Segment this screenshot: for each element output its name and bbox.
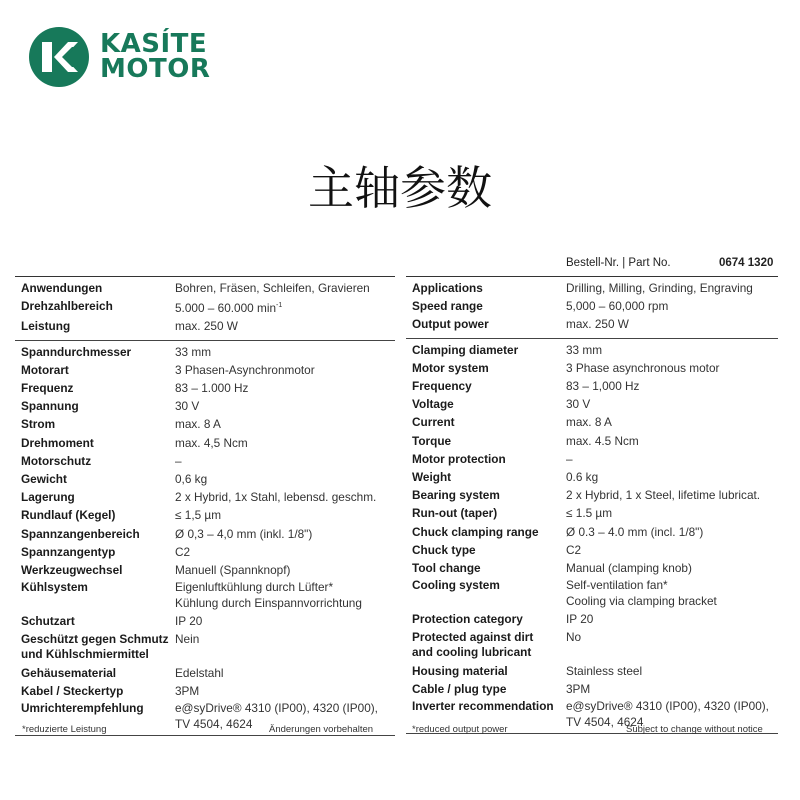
spec-label [406, 450, 566, 468]
spec-value-text: ≤ 1,5 µm [175, 508, 222, 523]
spec-row [406, 559, 778, 577]
spec-label-line: Strom [21, 417, 56, 432]
spec-value-line [566, 315, 778, 333]
spec-value-text: max. 250 W [175, 319, 238, 334]
spec-label-line: Applications [412, 281, 483, 295]
spec-label [406, 315, 566, 333]
spec-label [406, 413, 566, 431]
spec-label-line: Cooling system [412, 578, 500, 593]
spec-label-line: Protection category [412, 612, 523, 627]
spec-label [15, 543, 175, 561]
spec-value-superscript: -1 [276, 302, 283, 310]
spec-row [15, 561, 395, 579]
spec-label [406, 662, 566, 680]
spec-value [175, 434, 395, 452]
spec-label-line: Spannung [21, 399, 79, 414]
brand-line1: KASÍTE [100, 29, 208, 59]
spec-value-line [566, 578, 778, 594]
spec-value-text: e@syDrive® 4310 (IP00), 4320 (IP00), [175, 701, 378, 716]
spec-group-general [406, 276, 778, 334]
spec-value [175, 343, 395, 361]
spec-label [406, 395, 566, 413]
spec-label-line: Motorart [21, 362, 69, 377]
brand-logo-icon [28, 26, 92, 88]
footnote-right-de: Änderungen vorbehalten [269, 724, 374, 735]
spec-value-text: max. 4.5 Ncm [566, 433, 639, 448]
spec-value-line [175, 361, 395, 379]
spec-label [406, 297, 566, 315]
spec-label-line: Motor protection [412, 451, 506, 466]
spec-label-line: Spanndurchmesser [21, 344, 132, 359]
spec-group-general [15, 276, 395, 336]
spec-value [175, 488, 395, 506]
spec-value-line [175, 397, 395, 415]
spec-label [15, 664, 175, 682]
spec-row [15, 361, 395, 379]
spec-row [406, 413, 778, 431]
spec-value-line [566, 541, 778, 559]
spec-row [406, 680, 778, 698]
spec-value-text: ≤ 1.5 µm [566, 506, 613, 521]
spec-value-line [566, 297, 778, 315]
spec-value [566, 486, 778, 504]
spec-label [406, 523, 566, 541]
spec-label [15, 317, 175, 335]
spec-value-line [175, 279, 395, 297]
spec-group-details [15, 340, 395, 737]
spec-group-details [406, 338, 778, 735]
spec-value [566, 359, 778, 377]
spec-row [406, 629, 778, 662]
spec-value-text: Manuell (Spannknopf) [175, 562, 291, 577]
spec-value-line: TV 4504, 4624 [175, 716, 253, 731]
spec-value-text: 3 Phasen-Asynchronmotor [175, 362, 315, 377]
spec-value-text: 0,6 kg [175, 471, 208, 486]
page-title: 主轴参数 [308, 161, 492, 215]
spec-value-text: e@syDrive® 4310 (IP00), 4320 (IP00), [566, 699, 769, 714]
spec-value-text: 33 mm [566, 342, 603, 357]
spec-value-line [566, 359, 778, 377]
spec-value-line [566, 662, 778, 680]
spec-label [15, 632, 175, 663]
spec-label-line: Motorschutz [21, 453, 92, 468]
spec-value-text: 33 mm [175, 344, 212, 359]
spec-value [566, 630, 778, 661]
spec-value-line [175, 701, 395, 717]
spec-value [175, 297, 395, 317]
spec-row [15, 379, 395, 397]
spec-value-text: 83 – 1.000 Hz [175, 380, 249, 395]
spec-value [566, 377, 778, 395]
spec-value-text: 83 – 1,000 Hz [566, 379, 640, 394]
spec-value [175, 470, 395, 488]
spec-row [406, 662, 778, 680]
spec-value-text: C2 [175, 544, 191, 559]
spec-row [15, 397, 395, 415]
spec-label [406, 341, 566, 359]
spec-label [406, 377, 566, 395]
spec-value-text: Self-ventilation fan* [566, 578, 668, 593]
spec-row [15, 415, 395, 433]
spec-value-line [566, 341, 778, 359]
spec-value-line: Cooling via clamping bracket [566, 593, 717, 608]
spec-value [175, 279, 395, 297]
spec-value-line [175, 343, 395, 361]
spec-value [566, 504, 778, 522]
spec-value-line [566, 699, 778, 715]
spec-value-text: 0.6 kg [566, 470, 599, 485]
spec-label [15, 488, 175, 506]
spec-label [15, 297, 175, 317]
spec-value-text: 2 x Hybrid, 1 x Steel, lifetime lubricat. [566, 488, 761, 503]
spec-label [406, 578, 566, 609]
spec-table-german [15, 276, 395, 736]
spec-label-line: Anwendungen [21, 281, 103, 295]
spec-row [406, 315, 778, 333]
spec-value-text: Nein [175, 631, 200, 646]
spec-value [566, 395, 778, 413]
spec-value-text: max. 250 W [566, 317, 629, 332]
spec-label [15, 580, 175, 611]
footnote-left-en: *reduced output power [412, 724, 508, 735]
spec-value-line [175, 664, 395, 682]
spec-row [15, 506, 395, 524]
spec-value [175, 361, 395, 379]
spec-value-text: – [175, 453, 182, 468]
spec-row [406, 359, 778, 377]
spec-value-line [566, 680, 778, 698]
spec-label-line: Gewicht [21, 471, 67, 486]
spec-label [15, 361, 175, 379]
spec-row [406, 610, 778, 628]
spec-value [566, 578, 778, 609]
part-number-label: Bestell-Nr. | Part No. [566, 257, 671, 269]
spec-value [566, 413, 778, 431]
spec-value-line [566, 413, 778, 431]
spec-value [175, 506, 395, 524]
spec-value-text: IP 20 [566, 612, 594, 627]
spec-label [406, 559, 566, 577]
footnote-left-de: *reduzierte Leistung [22, 724, 107, 735]
spec-value [175, 664, 395, 682]
spec-label-line: Werkzeugwechsel [21, 562, 123, 577]
spec-value [566, 279, 778, 297]
spec-label [406, 504, 566, 522]
spec-label-line: Leistung [21, 319, 71, 334]
spec-value [566, 468, 778, 486]
spec-value-line [175, 434, 395, 452]
spec-table-english [406, 276, 778, 734]
spec-value-line [175, 470, 395, 488]
spec-label [15, 525, 175, 543]
spec-label-line: Speed range [412, 299, 483, 314]
spec-value-line [175, 297, 395, 317]
spec-row [406, 486, 778, 504]
spec-row [406, 341, 778, 359]
spec-value-line [566, 523, 778, 541]
spec-value-line [175, 452, 395, 470]
spec-label [15, 682, 175, 700]
spec-value-text: 30 V [175, 399, 200, 414]
spec-value-text: C2 [566, 542, 582, 557]
spec-label [406, 432, 566, 450]
spec-label-line: und Kühlschmiermittel [21, 647, 149, 662]
spec-label-line: Clamping diameter [412, 342, 519, 357]
spec-row [15, 664, 395, 682]
spec-row [406, 395, 778, 413]
spec-label [15, 612, 175, 630]
spec-row [15, 612, 395, 630]
spec-row [406, 377, 778, 395]
spec-value-text: Stainless steel [566, 663, 643, 678]
spec-row [15, 488, 395, 506]
spec-label [15, 434, 175, 452]
spec-value [566, 315, 778, 333]
brand-name [100, 29, 211, 84]
spec-value [566, 662, 778, 680]
spec-row [15, 470, 395, 488]
spec-label-line: Gehäusematerial [21, 665, 117, 680]
spec-row [406, 297, 778, 315]
spec-label-line: Umrichterempfehlung [21, 701, 144, 716]
spec-row [15, 434, 395, 452]
brand-logo [28, 26, 210, 88]
spec-row [406, 577, 778, 610]
spec-label-line: Drehmoment [21, 435, 94, 450]
spec-row [406, 523, 778, 541]
spec-row [406, 468, 778, 486]
spec-row [15, 279, 395, 297]
spec-label-line: Housing material [412, 663, 508, 678]
spec-label-line: Drehzahlbereich [21, 299, 113, 314]
spec-label [406, 610, 566, 628]
spec-value-line [566, 450, 778, 468]
spec-value-line [566, 630, 778, 646]
spec-value-text: 3 Phase asynchronous motor [566, 360, 720, 375]
spec-label [406, 486, 566, 504]
spec-value-text: 2 x Hybrid, 1x Stahl, lebensd. geschm. [175, 490, 377, 505]
spec-value-line [566, 504, 778, 522]
spec-label-line: Geschützt gegen Schmutz [21, 631, 169, 646]
spec-row [15, 297, 395, 317]
spec-label-line: Protected against dirt [412, 629, 534, 644]
spec-label-line: Output power [412, 317, 489, 332]
spec-label [406, 359, 566, 377]
spec-value [175, 561, 395, 579]
spec-label-line: Weight [412, 470, 452, 485]
spec-value-text: Drilling, Milling, Grinding, Engraving [566, 281, 753, 295]
spec-label-line: Schutzart [21, 614, 75, 629]
spec-value-text: Bohren, Fräsen, Schleifen, Gravieren [175, 281, 370, 295]
spec-label-line: Spannzangenbereich [21, 526, 140, 541]
spec-value-text: 3PM [175, 683, 200, 698]
spec-row [406, 432, 778, 450]
spec-value-line [566, 468, 778, 486]
spec-value-text: max. 4,5 Ncm [175, 435, 248, 450]
spec-value [175, 397, 395, 415]
spec-value-line [566, 559, 778, 577]
spec-row [406, 541, 778, 559]
spec-label-line: Torque [412, 433, 452, 448]
spec-label-line: Rundlauf (Kegel) [21, 508, 116, 523]
spec-label [15, 379, 175, 397]
spec-label-line: Frequency [412, 379, 472, 394]
brand-line2: MOTOR [100, 54, 211, 84]
spec-label [406, 541, 566, 559]
spec-label-line: Inverter recommendation [412, 699, 554, 714]
spec-row [406, 279, 778, 297]
spec-label-line: Run-out (taper) [412, 506, 498, 521]
spec-value-line [175, 612, 395, 630]
spec-label [15, 561, 175, 579]
spec-label-line: Kabel / Steckertyp [21, 683, 124, 698]
spec-value-line: TV 4504, 4624 [566, 714, 644, 729]
spec-value [566, 341, 778, 359]
spec-value [566, 610, 778, 628]
spec-value-line [175, 580, 395, 596]
spec-value-line [175, 682, 395, 700]
spec-label-line: Voltage [412, 397, 454, 412]
spec-row [15, 343, 395, 361]
spec-value-line [175, 632, 395, 648]
spec-value-line [566, 486, 778, 504]
spec-value-line [175, 488, 395, 506]
spec-label [15, 279, 175, 297]
spec-label [406, 468, 566, 486]
spec-label-line: Frequenz [21, 380, 74, 395]
spec-value [175, 612, 395, 630]
spec-label-line: Chuck clamping range [412, 524, 539, 539]
spec-row [15, 543, 395, 561]
spec-label-line: Tool change [412, 561, 481, 576]
spec-value-text: Ø 0,3 – 4,0 mm (inkl. 1/8") [175, 526, 313, 541]
spec-value-line [566, 395, 778, 413]
spec-label [15, 415, 175, 433]
spec-label-line: Cable / plug type [412, 682, 507, 697]
spec-value [175, 415, 395, 433]
spec-label [406, 279, 566, 297]
spec-value-text: 5.000 – 60.000 min [175, 301, 277, 316]
spec-value [566, 450, 778, 468]
spec-value-text: Edelstahl [175, 665, 224, 680]
spec-label-line: Current [412, 415, 455, 430]
spec-value-line [175, 561, 395, 579]
spec-value [566, 432, 778, 450]
spec-value-line: Kühlung durch Einspannvorrichtung [175, 595, 362, 610]
spec-value-line [175, 379, 395, 397]
spec-value [175, 580, 395, 611]
spec-value-text: 3PM [566, 682, 591, 697]
spec-label-line: and cooling lubricant [412, 645, 532, 660]
spec-row [15, 631, 395, 664]
footnote-right-en: Subject to change without notice [626, 724, 763, 735]
part-number-value: 0674 1320 [719, 257, 774, 269]
spec-value [175, 379, 395, 397]
spec-value-line [175, 415, 395, 433]
spec-value [175, 452, 395, 470]
spec-label-line: Motor system [412, 360, 489, 375]
spec-value [566, 541, 778, 559]
spec-label-line: Kühlsystem [21, 580, 88, 595]
spec-value-text: – [566, 451, 573, 466]
spec-value-line [175, 506, 395, 524]
spec-row [15, 525, 395, 543]
part-number [566, 257, 776, 269]
spec-value-text: max. 8 A [175, 417, 221, 432]
spec-value-line [566, 377, 778, 395]
spec-label [406, 680, 566, 698]
spec-value-line [175, 543, 395, 561]
spec-value-line [566, 432, 778, 450]
spec-row [15, 317, 395, 335]
spec-value-text: IP 20 [175, 614, 203, 629]
spec-label-line: Lagerung [21, 490, 75, 505]
spec-value-line [175, 317, 395, 335]
spec-row [406, 504, 778, 522]
spec-label [15, 452, 175, 470]
spec-row [15, 579, 395, 612]
spec-value-text: Ø 0.3 – 4.0 mm (incl. 1/8") [566, 524, 704, 539]
spec-value-line [566, 279, 778, 297]
spec-label [15, 343, 175, 361]
spec-value [175, 632, 395, 663]
spec-row [15, 452, 395, 470]
spec-label [15, 470, 175, 488]
spec-label-line: Spannzangentyp [21, 544, 116, 559]
spec-value-text: max. 8 A [566, 415, 612, 430]
spec-value-text: 30 V [566, 397, 591, 412]
spec-row [406, 450, 778, 468]
spec-value [566, 523, 778, 541]
spec-label-line: Bearing system [412, 488, 500, 503]
spec-value [175, 525, 395, 543]
spec-value-text: Manual (clamping knob) [566, 561, 692, 576]
spec-value-line [566, 610, 778, 628]
spec-row [15, 682, 395, 700]
spec-value [566, 559, 778, 577]
spec-value-text: No [566, 629, 582, 644]
spec-value [175, 682, 395, 700]
spec-value [175, 317, 395, 335]
spec-value-text: 5,000 – 60,000 rpm [566, 299, 669, 314]
spec-label-line: Chuck type [412, 542, 476, 557]
spec-value-text: Eigenluftkühlung durch Lüfter* [175, 580, 334, 595]
spec-value [566, 680, 778, 698]
spec-value [566, 297, 778, 315]
spec-value-line [175, 525, 395, 543]
spec-label [406, 630, 566, 661]
spec-value [175, 543, 395, 561]
spec-label [15, 506, 175, 524]
spec-label [15, 397, 175, 415]
